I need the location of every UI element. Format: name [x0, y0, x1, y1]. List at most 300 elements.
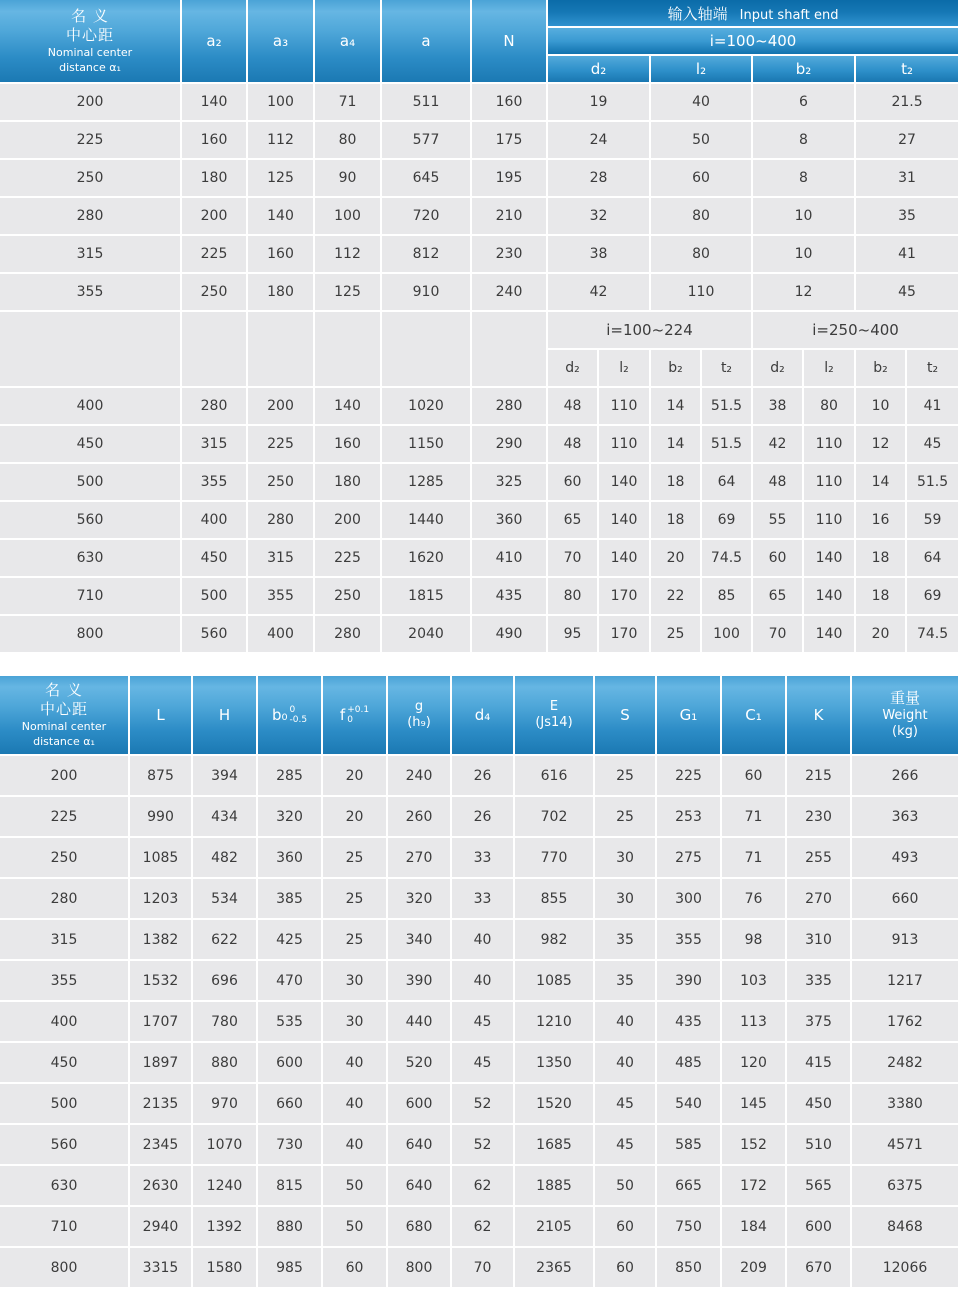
value-cell: 12: [753, 274, 856, 312]
center-distance-cell: 315: [0, 920, 130, 961]
value-cell: 24: [548, 122, 651, 160]
subcol-l2: l₂: [599, 350, 651, 388]
value-cell: 64: [907, 540, 958, 578]
value-cell: 28: [548, 160, 651, 198]
value-cell: 985: [258, 1248, 323, 1289]
value-cell: 2105: [515, 1207, 595, 1248]
value-cell: 140: [599, 502, 651, 540]
value-cell: 160: [472, 84, 548, 122]
table1-rows-top: [0, 84, 958, 312]
table-row: [0, 1166, 958, 1207]
table-row: [0, 388, 958, 426]
value-cell: 120: [722, 1043, 787, 1084]
value-cell: 21.5: [856, 84, 958, 122]
value-cell: 360: [258, 838, 323, 879]
value-cell: 1240: [193, 1166, 258, 1207]
table2-header-row: [0, 676, 958, 756]
value-cell: 240: [472, 274, 548, 312]
value-cell: 22: [651, 578, 702, 616]
header-cn-line1: 名 义: [45, 680, 83, 699]
table2-rows: [0, 756, 958, 1289]
tolerance-stack: +0.1 0: [347, 704, 370, 725]
value-cell: 225: [657, 756, 722, 797]
value-cell: 375: [787, 1002, 852, 1043]
value-cell: 100: [702, 616, 753, 654]
header-line: Weight: [882, 708, 928, 724]
value-cell: 145: [722, 1084, 787, 1125]
value-cell: 140: [182, 84, 248, 122]
center-distance-cell: 355: [0, 274, 182, 312]
col-header-e-js14: [515, 676, 595, 756]
center-distance-cell: 400: [0, 1002, 130, 1043]
header-cn-line2: 中心距: [65, 26, 114, 45]
value-cell: 62: [452, 1166, 515, 1207]
col-header-k: K: [787, 676, 852, 756]
value-cell: 184: [722, 1207, 787, 1248]
table-row: [0, 540, 958, 578]
value-cell: 110: [651, 274, 753, 312]
value-cell: 25: [323, 838, 388, 879]
value-cell: 10: [856, 388, 907, 426]
value-cell: 62: [452, 1207, 515, 1248]
value-cell: 45: [856, 274, 958, 312]
value-cell: 70: [753, 616, 804, 654]
value-cell: 1150: [382, 426, 472, 464]
value-cell: 415: [787, 1043, 852, 1084]
value-cell: 65: [548, 502, 599, 540]
center-distance-cell: 630: [0, 1166, 130, 1207]
value-cell: 660: [258, 1084, 323, 1125]
subcol-b2: b₂: [651, 350, 702, 388]
value-cell: 18: [651, 464, 702, 502]
value-cell: 59: [907, 502, 958, 540]
value-cell: 30: [595, 838, 657, 879]
input-shaft-en: Input shaft end: [739, 7, 839, 23]
table-row: [0, 84, 958, 122]
value-cell: 140: [599, 464, 651, 502]
value-cell: 1532: [130, 961, 193, 1002]
value-cell: 535: [258, 1002, 323, 1043]
value-cell: 230: [472, 236, 548, 274]
center-distance-cell: 450: [0, 1043, 130, 1084]
value-cell: 80: [651, 236, 753, 274]
value-cell: 112: [248, 122, 315, 160]
value-cell: 14: [856, 464, 907, 502]
tolerance-stack: 0 -0.5: [289, 704, 308, 725]
value-cell: 812: [382, 236, 472, 274]
col-header-t2: t₂: [856, 56, 958, 84]
value-cell: 33: [452, 879, 515, 920]
value-cell: 320: [258, 797, 323, 838]
header-cn-line1: 名 义: [71, 6, 109, 25]
subcol-t2: t₂: [702, 350, 753, 388]
value-cell: 1085: [130, 838, 193, 879]
value-cell: 55: [753, 502, 804, 540]
value-cell: 913: [852, 920, 958, 961]
center-distance-cell: 355: [0, 961, 130, 1002]
table1-header-row-1: [0, 0, 958, 28]
value-cell: 300: [657, 879, 722, 920]
value-cell: 31: [856, 160, 958, 198]
value-cell: 400: [248, 616, 315, 654]
value-cell: 1885: [515, 1166, 595, 1207]
value-cell: 315: [182, 426, 248, 464]
value-cell: 910: [382, 274, 472, 312]
value-cell: 12: [856, 426, 907, 464]
header-base: b₀: [271, 705, 288, 724]
header-en-line2: distance α₁: [33, 734, 95, 748]
value-cell: 482: [193, 838, 258, 879]
value-cell: 1020: [382, 388, 472, 426]
table-row: [0, 1043, 958, 1084]
header-cn-line2: 中心距: [39, 700, 88, 719]
col-header-f: [323, 676, 388, 756]
value-cell: 200: [315, 502, 382, 540]
value-cell: 40: [452, 961, 515, 1002]
page-bottom-margin: [0, 1289, 958, 1297]
subcol-d2: d₂: [753, 350, 804, 388]
value-cell: 645: [382, 160, 472, 198]
col-header-b0: [258, 676, 323, 756]
value-cell: 680: [388, 1207, 452, 1248]
value-cell: 195: [472, 160, 548, 198]
ratio-right-header: i=250~400: [753, 312, 958, 350]
value-cell: 140: [804, 540, 856, 578]
value-cell: 80: [804, 388, 856, 426]
col-header-a3: a₃: [248, 0, 315, 84]
value-cell: 40: [323, 1125, 388, 1166]
value-cell: 275: [657, 838, 722, 879]
value-cell: 3315: [130, 1248, 193, 1289]
value-cell: 25: [595, 756, 657, 797]
value-cell: 540: [657, 1084, 722, 1125]
value-cell: 45: [452, 1002, 515, 1043]
value-cell: 1520: [515, 1084, 595, 1125]
value-cell: 20: [856, 616, 907, 654]
value-cell: 35: [595, 920, 657, 961]
empty-cell: [248, 312, 315, 388]
empty-cell: [182, 312, 248, 388]
value-cell: 40: [452, 920, 515, 961]
center-distance-cell: 560: [0, 502, 182, 540]
value-cell: 2040: [382, 616, 472, 654]
value-cell: 45: [595, 1125, 657, 1166]
value-cell: 355: [248, 578, 315, 616]
value-cell: 270: [787, 879, 852, 920]
value-cell: 435: [472, 578, 548, 616]
col-header-a4: a₄: [315, 0, 382, 84]
value-cell: 19: [548, 84, 651, 122]
value-cell: 2345: [130, 1125, 193, 1166]
value-cell: 38: [753, 388, 804, 426]
value-cell: 125: [315, 274, 382, 312]
value-cell: 696: [193, 961, 258, 1002]
dimension-table-2: [0, 676, 958, 1289]
value-cell: 175: [472, 122, 548, 160]
value-cell: 600: [787, 1207, 852, 1248]
value-cell: 266: [852, 756, 958, 797]
value-cell: 360: [472, 502, 548, 540]
value-cell: 8: [753, 122, 856, 160]
center-distance-cell: 500: [0, 464, 182, 502]
center-distance-cell: 630: [0, 540, 182, 578]
value-cell: 250: [248, 464, 315, 502]
value-cell: 982: [515, 920, 595, 961]
value-cell: 285: [258, 756, 323, 797]
value-cell: 1210: [515, 1002, 595, 1043]
value-cell: 71: [722, 838, 787, 879]
value-cell: 33: [452, 838, 515, 879]
header-line: (kg): [892, 724, 918, 740]
center-distance-cell: 280: [0, 879, 130, 920]
value-cell: 42: [753, 426, 804, 464]
value-cell: 450: [182, 540, 248, 578]
value-cell: 38: [548, 236, 651, 274]
value-cell: 51.5: [702, 426, 753, 464]
value-cell: 280: [315, 616, 382, 654]
value-cell: 2940: [130, 1207, 193, 1248]
value-cell: 160: [248, 236, 315, 274]
value-cell: 103: [722, 961, 787, 1002]
value-cell: 1762: [852, 1002, 958, 1043]
center-distance-cell: 400: [0, 388, 182, 426]
value-cell: 60: [753, 540, 804, 578]
value-cell: 45: [907, 426, 958, 464]
value-cell: 290: [472, 426, 548, 464]
value-cell: 640: [388, 1125, 452, 1166]
value-cell: 20: [323, 797, 388, 838]
col-header-l2: l₂: [651, 56, 753, 84]
nominal-center-distance-header: [0, 0, 182, 84]
table-row: [0, 920, 958, 961]
value-cell: 60: [651, 160, 753, 198]
value-cell: 320: [388, 879, 452, 920]
value-cell: 565: [787, 1166, 852, 1207]
value-cell: 26: [452, 797, 515, 838]
value-cell: 560: [182, 616, 248, 654]
value-cell: 394: [193, 756, 258, 797]
subcol-b2: b₂: [856, 350, 907, 388]
value-cell: 435: [657, 1002, 722, 1043]
table-row: [0, 616, 958, 654]
value-cell: 385: [258, 879, 323, 920]
value-cell: 170: [599, 578, 651, 616]
value-cell: 1392: [193, 1207, 258, 1248]
table1-mid-subheader: [0, 312, 958, 388]
value-cell: 95: [548, 616, 599, 654]
value-cell: 520: [388, 1043, 452, 1084]
header-line: E: [549, 698, 559, 714]
table-row: [0, 756, 958, 797]
table-row: [0, 1002, 958, 1043]
value-cell: 12066: [852, 1248, 958, 1289]
value-cell: 32: [548, 198, 651, 236]
value-cell: 170: [599, 616, 651, 654]
header-en-line1: Nominal center: [21, 719, 107, 733]
value-cell: 1285: [382, 464, 472, 502]
value-cell: 2482: [852, 1043, 958, 1084]
value-cell: 40: [595, 1043, 657, 1084]
value-cell: 35: [595, 961, 657, 1002]
value-cell: 60: [323, 1248, 388, 1289]
value-cell: 490: [472, 616, 548, 654]
header-en-line1: Nominal center: [47, 45, 133, 59]
value-cell: 41: [856, 236, 958, 274]
value-cell: 390: [388, 961, 452, 1002]
value-cell: 110: [599, 388, 651, 426]
value-cell: 875: [130, 756, 193, 797]
value-cell: 400: [182, 502, 248, 540]
value-cell: 110: [599, 426, 651, 464]
value-cell: 18: [856, 578, 907, 616]
value-cell: 390: [657, 961, 722, 1002]
value-cell: 250: [182, 274, 248, 312]
value-cell: 280: [472, 388, 548, 426]
value-cell: 1382: [130, 920, 193, 961]
value-cell: 780: [193, 1002, 258, 1043]
value-cell: 260: [388, 797, 452, 838]
value-cell: 60: [595, 1248, 657, 1289]
value-cell: 76: [722, 879, 787, 920]
value-cell: 160: [315, 426, 382, 464]
center-distance-cell: 800: [0, 616, 182, 654]
value-cell: 80: [651, 198, 753, 236]
col-header-n: N: [472, 0, 548, 84]
value-cell: 140: [315, 388, 382, 426]
value-cell: 720: [382, 198, 472, 236]
center-distance-cell: 450: [0, 426, 182, 464]
value-cell: 40: [323, 1084, 388, 1125]
value-cell: 363: [852, 797, 958, 838]
value-cell: 1815: [382, 578, 472, 616]
col-header-d2: d₂: [548, 56, 651, 84]
value-cell: 110: [804, 426, 856, 464]
value-cell: 25: [323, 920, 388, 961]
value-cell: 48: [548, 426, 599, 464]
value-cell: 225: [248, 426, 315, 464]
value-cell: 2135: [130, 1084, 193, 1125]
header-base: f: [339, 705, 346, 724]
value-cell: 355: [182, 464, 248, 502]
value-cell: 6375: [852, 1166, 958, 1207]
value-cell: 180: [182, 160, 248, 198]
empty-cell: [382, 312, 472, 388]
value-cell: 18: [651, 502, 702, 540]
col-header-b2: b₂: [753, 56, 856, 84]
value-cell: 52: [452, 1125, 515, 1166]
table-row: [0, 961, 958, 1002]
value-cell: 85: [702, 578, 753, 616]
value-cell: 10: [753, 198, 856, 236]
table-row: [0, 502, 958, 540]
value-cell: 315: [248, 540, 315, 578]
table-row: [0, 838, 958, 879]
center-distance-cell: 200: [0, 84, 182, 122]
value-cell: 18: [856, 540, 907, 578]
value-cell: 110: [804, 502, 856, 540]
value-cell: 160: [182, 122, 248, 160]
value-cell: 152: [722, 1125, 787, 1166]
value-cell: 40: [323, 1043, 388, 1084]
value-cell: 1897: [130, 1043, 193, 1084]
center-distance-cell: 800: [0, 1248, 130, 1289]
value-cell: 1350: [515, 1043, 595, 1084]
value-cell: 410: [472, 540, 548, 578]
value-cell: 25: [323, 879, 388, 920]
value-cell: 616: [515, 756, 595, 797]
center-distance-cell: 560: [0, 1125, 130, 1166]
center-distance-cell: 280: [0, 198, 182, 236]
value-cell: 71: [315, 84, 382, 122]
value-cell: 440: [388, 1002, 452, 1043]
value-cell: 51.5: [702, 388, 753, 426]
col-header-a2: a₂: [182, 0, 248, 84]
value-cell: 180: [315, 464, 382, 502]
value-cell: 30: [595, 879, 657, 920]
table-row: [0, 1248, 958, 1289]
value-cell: 10: [753, 236, 856, 274]
value-cell: 730: [258, 1125, 323, 1166]
col-header-s: S: [595, 676, 657, 756]
value-cell: 280: [248, 502, 315, 540]
value-cell: 35: [856, 198, 958, 236]
col-header-d4: d₄: [452, 676, 515, 756]
value-cell: 1070: [193, 1125, 258, 1166]
header-line: (h₉): [407, 715, 431, 730]
value-cell: 140: [248, 198, 315, 236]
table-row: [0, 1125, 958, 1166]
value-cell: 270: [388, 838, 452, 879]
value-cell: 511: [382, 84, 472, 122]
nominal-center-distance-header: [0, 676, 130, 756]
input-shaft-cn: 输入轴端: [667, 4, 728, 23]
value-cell: 225: [315, 540, 382, 578]
value-cell: 230: [787, 797, 852, 838]
value-cell: 577: [382, 122, 472, 160]
value-cell: 1085: [515, 961, 595, 1002]
col-header-H: H: [193, 676, 258, 756]
value-cell: 225: [182, 236, 248, 274]
value-cell: 8468: [852, 1207, 958, 1248]
value-cell: 622: [193, 920, 258, 961]
value-cell: 45: [452, 1043, 515, 1084]
ratio-left-header: i=100~224: [548, 312, 753, 350]
col-header-g-h9: [388, 676, 452, 756]
empty-cell: [0, 312, 182, 388]
value-cell: 52: [452, 1084, 515, 1125]
value-cell: 60: [595, 1207, 657, 1248]
value-cell: 110: [804, 464, 856, 502]
value-cell: 335: [787, 961, 852, 1002]
center-distance-cell: 315: [0, 236, 182, 274]
value-cell: 1203: [130, 879, 193, 920]
value-cell: 800: [388, 1248, 452, 1289]
value-cell: 70: [548, 540, 599, 578]
value-cell: 40: [651, 84, 753, 122]
value-cell: 140: [804, 578, 856, 616]
value-cell: 1620: [382, 540, 472, 578]
value-cell: 8: [753, 160, 856, 198]
value-cell: 434: [193, 797, 258, 838]
value-cell: 1580: [193, 1248, 258, 1289]
center-distance-cell: 225: [0, 797, 130, 838]
value-cell: 60: [722, 756, 787, 797]
value-cell: 1217: [852, 961, 958, 1002]
subcol-t2: t₂: [907, 350, 958, 388]
value-cell: 172: [722, 1166, 787, 1207]
value-cell: 125: [248, 160, 315, 198]
value-cell: 970: [193, 1084, 258, 1125]
